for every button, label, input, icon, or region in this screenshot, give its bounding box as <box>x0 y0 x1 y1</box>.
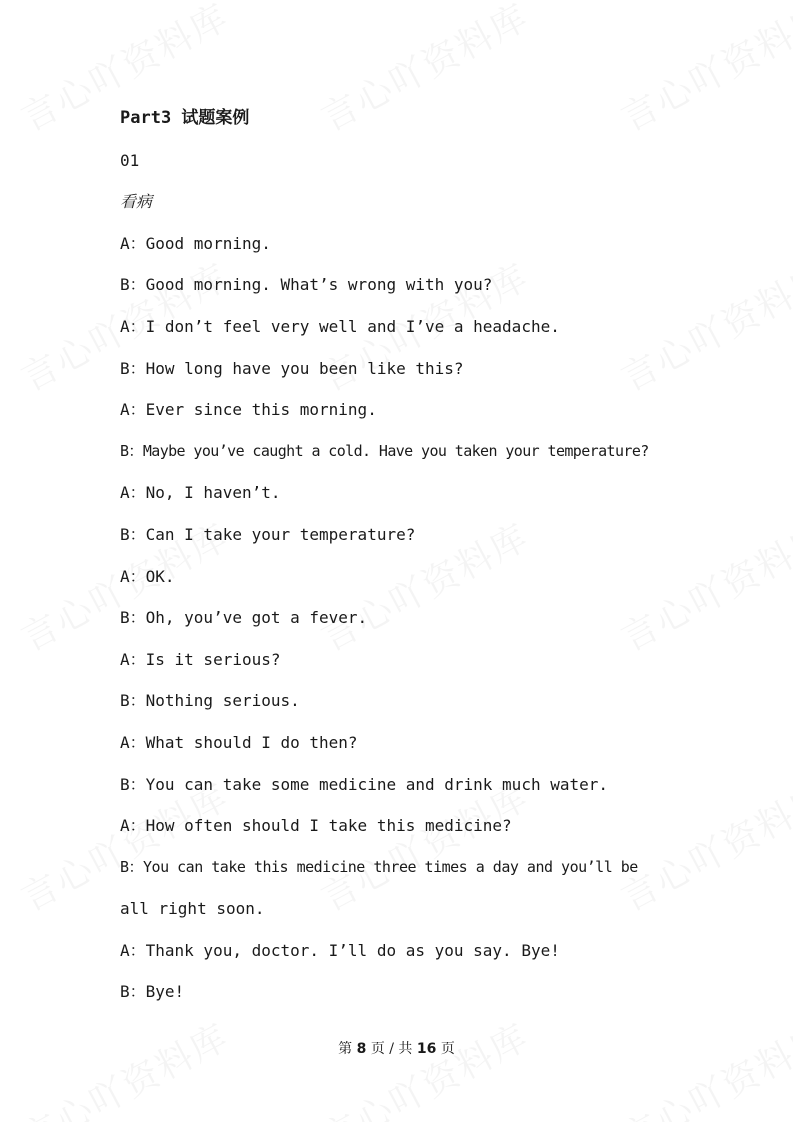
dialogue-line: A：Ever since this morning. <box>120 400 377 420</box>
page-footer <box>0 1038 793 1058</box>
dialogue-line: B：You can take this medicine three times a day and you’ll be <box>120 857 638 876</box>
current-page-number: 8 <box>356 1041 367 1057</box>
watermark <box>611 1009 793 1122</box>
dialogue-line: B：Good morning. What’s wrong with you? <box>120 275 493 295</box>
dialogue-line: all right soon. <box>120 899 265 919</box>
dialogue-line: B：Oh, you’ve got a fever. <box>120 608 368 628</box>
dialogue-line: A：How often should I take this medicine? <box>120 816 512 836</box>
dialogue-line: B：Nothing serious. <box>120 691 300 711</box>
dialogue-line: B：How long have you been like this? <box>120 358 464 378</box>
dialogue-line: A：Thank you, doctor. I’ll do as you say. Bye! <box>120 940 560 960</box>
dialogue-line: A：No, I haven’t. <box>120 483 281 503</box>
document-body <box>120 98 720 1013</box>
dialogue-line: A：Is it serious? <box>120 649 281 669</box>
dialogue-line: B：You can take some medicine and drink much water. <box>120 774 609 794</box>
footer-prefix: 第 <box>338 1041 353 1057</box>
case-title: 看病 <box>120 192 153 212</box>
watermark <box>11 1009 236 1122</box>
section-heading: Part3 试题案例 <box>120 108 250 128</box>
dialogue-line: A：Good morning. <box>120 233 271 253</box>
footer-suffix: 页 <box>440 1041 455 1057</box>
dialogue-line: B：Bye! <box>120 982 185 1002</box>
watermark <box>311 1009 536 1122</box>
dialogue-line: B：Can I take your temperature? <box>120 524 416 544</box>
case-number: 01 <box>120 150 140 170</box>
footer-middle: 页 / 共 <box>370 1041 413 1057</box>
dialogue-line: A：OK. <box>120 566 175 586</box>
dialogue-line: A：I don’t feel very well and I’ve a headache. <box>120 316 560 336</box>
dialogue-line: A：What should I do then? <box>120 732 358 752</box>
total-page-number: 16 <box>416 1041 437 1057</box>
dialogue-line: B：Maybe you’ve caught a cold. Have you taken your temperature? <box>120 441 649 460</box>
